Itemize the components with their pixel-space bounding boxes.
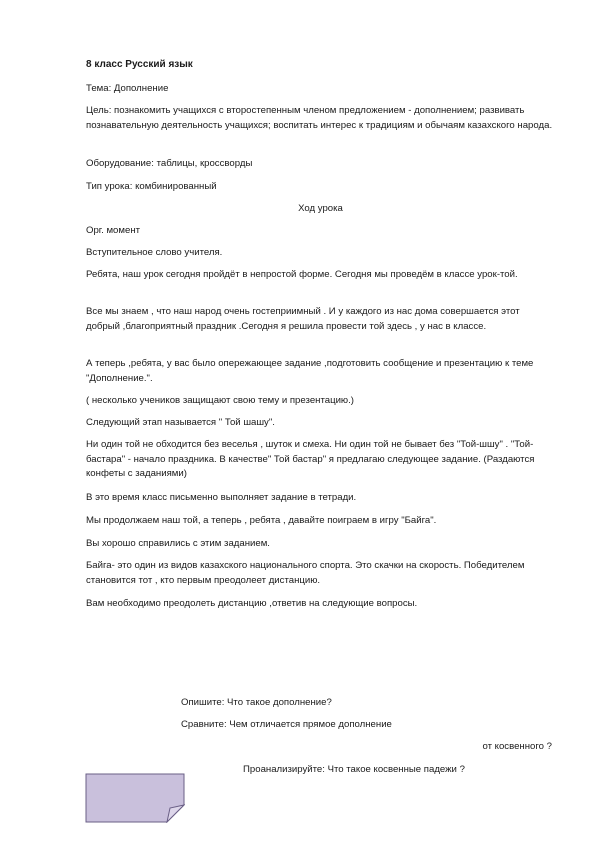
- equipment-line: Оборудование: таблицы, кроссворды: [86, 158, 253, 169]
- folded-corner-shape: [85, 773, 185, 823]
- paragraph-class-writes: В это время класс письменно выполняет задание в тетради.: [86, 492, 357, 503]
- paragraph-presentation-task: А теперь ,ребята, у вас было опережающее задание ,подготовить сообщение и презентацию к теме "Дополнение.".: [86, 358, 534, 384]
- question-compare: Сравните: Чем отличается прямое дополнение: [181, 719, 392, 730]
- paragraph-well-done: Вы хорошо справились с этим заданием.: [86, 538, 270, 549]
- question-describe: Опишите: Что такое дополнение?: [181, 697, 332, 708]
- paragraph-hospitality: Все мы знаем , что наш народ очень гостеприимный . И у каждого из нас дома совершается этот добрый ,благоприятный праздник .Сегодня я решила провести той здесь , у нас в классе.: [86, 306, 520, 332]
- paragraph-questions-intro: Вам необходимо преодолеть дистанцию ,ответив на следующие вопросы.: [86, 598, 418, 609]
- paragraph-students-defend: ( несколько учеников защищают свою тему и презентацию.): [86, 395, 354, 406]
- lesson-flow-heading: Ход урока: [298, 203, 343, 214]
- paragraph-next-stage: Следующий этап называется " Той шашу".: [86, 417, 275, 428]
- paragraph-toy-bastar: Ни один той не обходится без веселья , шуток и смеха. Ни один той не бывает без "Той-шшу" . "Той-бастара" - начало праздника. В качестве" Той бастар" я предлагаю следующее задание. (Раздаются конфеты с заданиями): [86, 439, 535, 480]
- paragraph-bayga-game: Мы продолжаем наш той, а теперь , ребята , давайте поиграем в игру "Байга".: [86, 515, 437, 526]
- lesson-type-line: Тип урока: комбинированный: [86, 181, 217, 192]
- paragraph-bayga-description: Байга- это один из видов казахского национального спорта. Это скачки на скорость. Победителем становится тот , кто первым преодолеет дистанцию.: [86, 560, 525, 586]
- paragraph-org-moment: Орг. момент: [86, 225, 141, 236]
- question-compare-continuation: от косвенного ?: [482, 741, 552, 752]
- topic-line: Тема: Дополнение: [86, 83, 169, 94]
- question-analyze: Проанализируйте: Что такое косвенные падежи ?: [243, 764, 465, 775]
- document-title: 8 класс Русский язык: [86, 59, 193, 70]
- paragraph-lesson-form: Ребята, наш урок сегодня пройдёт в непростой форме. Сегодня мы проведём в классе урок-той.: [86, 269, 518, 280]
- paragraph-intro: Вступительное слово учителя.: [86, 247, 223, 258]
- goal-paragraph: Цель: познакомить учащихся с второстепенным членом предложением - дополнением; развивать познавательную деятельность учащихся; воспитать интерес к традициям и обычаям казахского народа.: [86, 105, 553, 131]
